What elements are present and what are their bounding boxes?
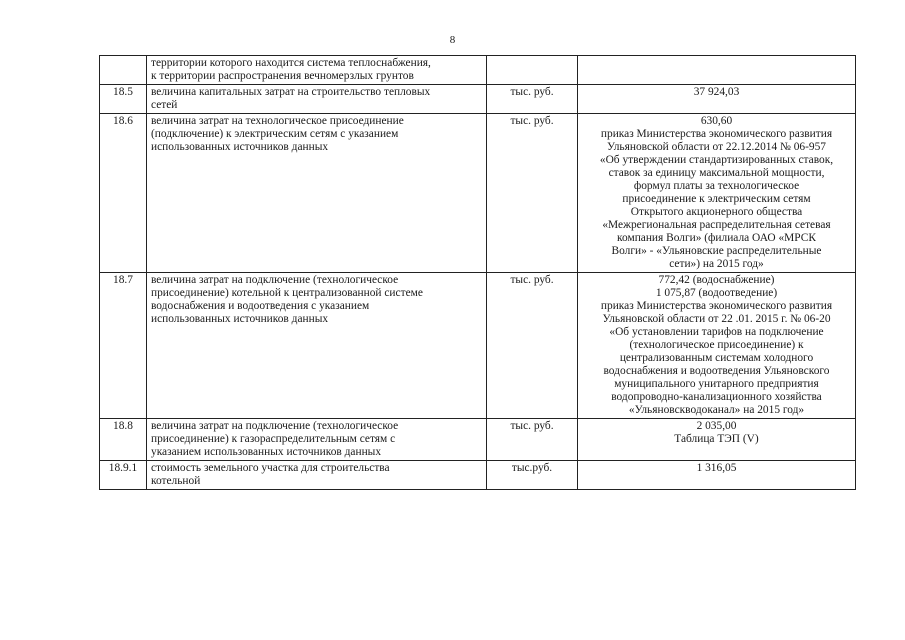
- value-line: ставок за единицу максимальной мощности,: [608, 167, 825, 179]
- description-line: использованных источников данных: [151, 141, 329, 153]
- description-line: величина затрат на подключение (технологическое: [151, 420, 399, 432]
- value-line: 1 075,87 (водоотведение): [655, 287, 778, 299]
- row-value: [578, 56, 856, 85]
- row-description: [147, 56, 487, 85]
- row-value: [578, 114, 856, 273]
- value-line: централизованным системам холодного: [619, 352, 814, 364]
- description-line: указанием использованных источников данных: [151, 446, 382, 458]
- value-line: водопроводно-канализационного хозяйства: [611, 391, 822, 403]
- value-line: компания Волги» (филиала ОАО «МРСК: [617, 232, 816, 244]
- value-line: приказ Министерства экономического развития: [600, 128, 833, 140]
- value-line: приказ Министерства экономического развития: [600, 300, 833, 312]
- value-line: «Ульяновскводоканал» на 2015 год»: [628, 404, 805, 416]
- page-number: 8: [449, 34, 456, 46]
- row-description: [147, 419, 487, 461]
- value-line: 630,60: [700, 115, 733, 127]
- row-number: 18.6: [100, 114, 147, 273]
- row-value: [578, 85, 856, 114]
- value-line: Открытого акционерного общества: [630, 206, 803, 218]
- value-line: Ульяновской области от 22 .01. 2015 г. № 06-20: [602, 313, 831, 325]
- value-line: «Межрегиональная распределительная сетевая: [602, 219, 831, 231]
- table-row: [100, 461, 856, 490]
- row-value: [578, 273, 856, 419]
- row-unit: тыс. руб.: [487, 273, 578, 419]
- value-line: сети») на 2015 год»: [669, 258, 764, 270]
- value-line: водоснабжения и водоотведения Ульяновского: [603, 365, 830, 377]
- row-description: [147, 85, 487, 114]
- row-number: 18.8: [100, 419, 147, 461]
- value-line: 37 924,03: [693, 86, 740, 98]
- table-row: [100, 273, 856, 419]
- row-number: 18.5: [100, 85, 147, 114]
- row-number: [100, 56, 147, 85]
- value-line: Таблица ТЭП (V): [674, 433, 759, 445]
- row-number: 18.7: [100, 273, 147, 419]
- description-line: территории которого находится система теплоснабжения,: [151, 57, 431, 69]
- value-line: формул платы за технологическое: [633, 180, 800, 192]
- row-value: [578, 461, 856, 490]
- value-line: муниципального унитарного предприятия: [614, 378, 819, 390]
- value-line: 1 316,05: [696, 462, 737, 474]
- description-line: водоснабжения и водоотведения с указанием: [151, 300, 370, 312]
- row-description: [147, 114, 487, 273]
- table-body: [100, 56, 856, 490]
- value-line: Ульяновской области от 22.12.2014 № 06-957: [606, 141, 827, 153]
- description-line: величина затрат на подключение (технологическое: [151, 274, 399, 286]
- indicators-table: [99, 55, 856, 490]
- table-row: [100, 56, 856, 85]
- table-row: [100, 114, 856, 273]
- description-line: стоимость земельного участка для строительства: [151, 462, 390, 474]
- description-line: величина затрат на технологическое присоединение: [151, 115, 404, 127]
- row-unit: тыс. руб.: [487, 419, 578, 461]
- value-line: присоединение к электрическим сетям: [622, 193, 811, 205]
- row-unit: тыс. руб.: [487, 85, 578, 114]
- value-line: 2 035,00: [696, 420, 737, 432]
- row-description: [147, 273, 487, 419]
- description-line: присоединение) котельной к централизованной системе: [151, 287, 423, 299]
- value-line: (технологическое присоединение) к: [629, 339, 804, 351]
- value-line: 772,42 (водоснабжение): [658, 274, 775, 286]
- row-value: [578, 419, 856, 461]
- table-row: [100, 419, 856, 461]
- value-line: Волги» - «Ульяновские распределительные: [611, 245, 822, 257]
- description-line: присоединение) к газораспределительным сетям с: [151, 433, 396, 445]
- row-number: 18.9.1: [100, 461, 147, 490]
- row-unit: [487, 56, 578, 85]
- value-line: «Об установлении тарифов на подключение: [609, 326, 824, 338]
- description-line: котельной: [151, 475, 201, 487]
- description-line: величина капитальных затрат на строительство тепловых: [151, 86, 431, 98]
- table-row: [100, 85, 856, 114]
- value-line: «Об утверждении стандартизированных ставок,: [599, 154, 834, 166]
- description-line: использованных источников данных: [151, 313, 329, 325]
- row-unit: тыс. руб.: [487, 114, 578, 273]
- description-line: к территории распространения вечномерзлых грунтов: [151, 70, 414, 82]
- description-line: (подключение) к электрическим сетям с указанием: [151, 128, 399, 140]
- row-unit: тыс.руб.: [487, 461, 578, 490]
- row-description: [147, 461, 487, 490]
- description-line: сетей: [151, 99, 178, 111]
